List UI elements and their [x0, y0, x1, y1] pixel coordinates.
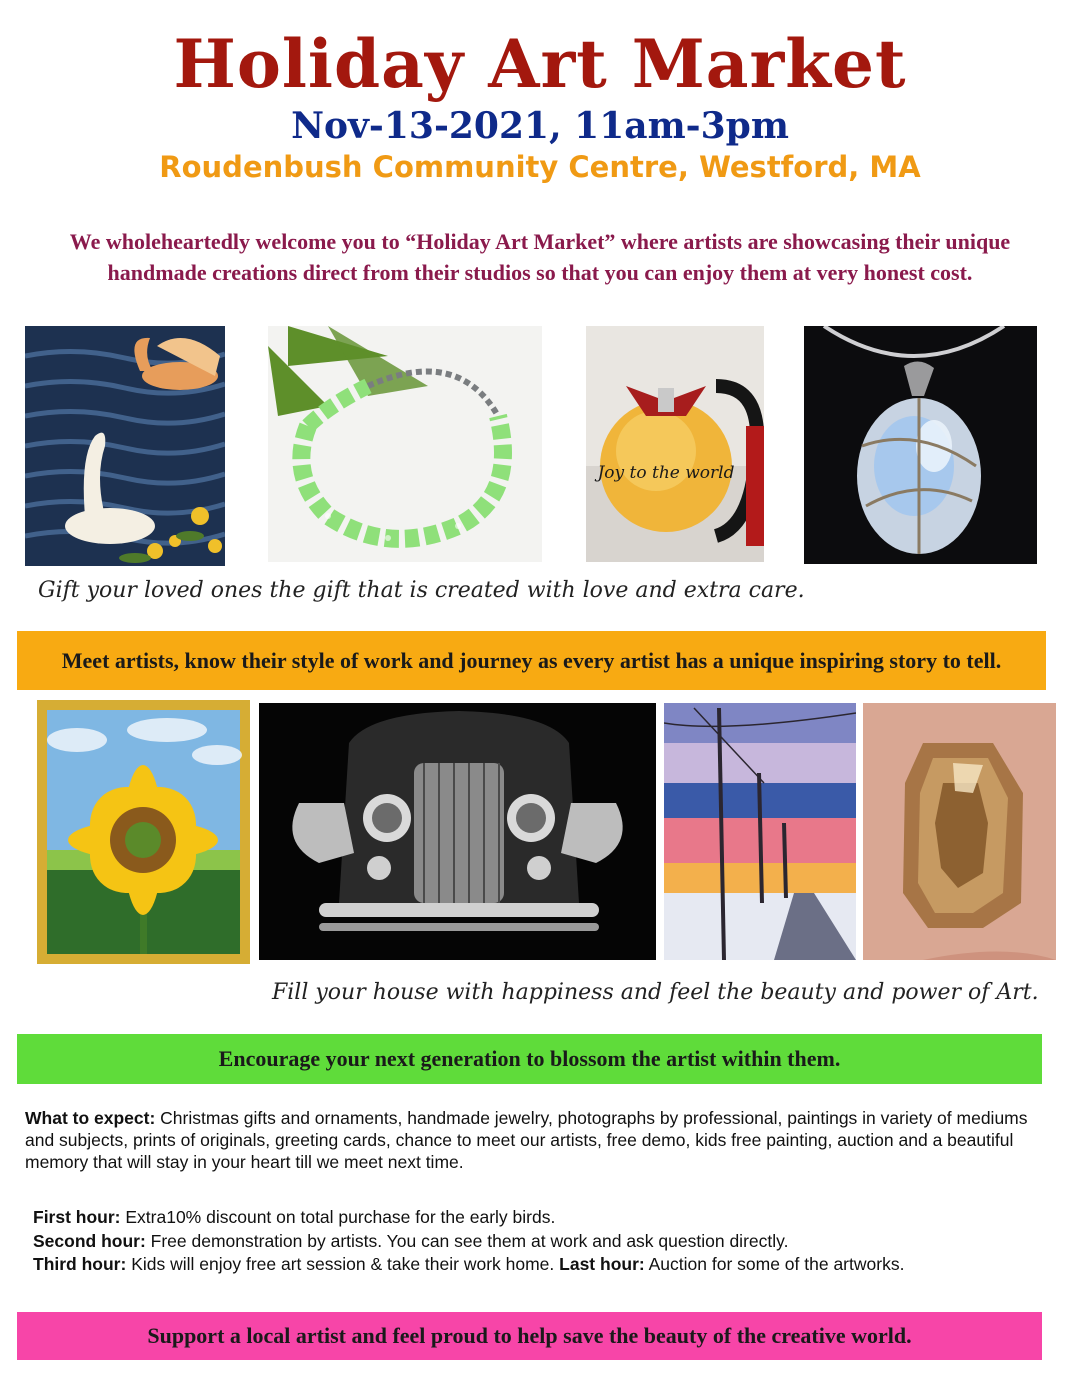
swan-painting-image	[25, 326, 225, 566]
second-hour-line	[33, 1230, 1043, 1254]
first-hour-text: Extra10% discount on total purchase for the early birds.	[125, 1207, 556, 1227]
crystal-gemstone-image	[863, 703, 1056, 960]
what-to-expect	[25, 1107, 1040, 1173]
joy-ornament-image	[586, 326, 764, 562]
page-title: Holiday Art Market	[173, 25, 907, 103]
moonstone-pendant-image	[804, 326, 1037, 564]
welcome-text	[30, 226, 1050, 288]
event-date: Nov-13-2021, 11am-3pm	[291, 105, 789, 147]
welcome-line-1: We wholeheartedly welcome you to “Holiday Art Market” where artists are showcasing their unique	[69, 229, 1011, 254]
encourage-banner: Encourage your next generation to blossom the artist within them.	[17, 1034, 1042, 1084]
second-hour-text: Free demonstration by artists. You can see them at work and ask question directly.	[150, 1230, 789, 1251]
third-hour-label: Third hour:	[33, 1254, 127, 1274]
what-to-expect-text: Christmas gifts and ornaments, handmade jewelry, photographs by professional, paintings in variety of mediums and subjects, prints of originals, greeting cards, chance to meet our artists, free demo, kids free painting, auction and a beautiful memory that will stay in your heart till we meet next time.	[25, 1108, 1028, 1172]
sunflower-painting-image	[37, 700, 250, 964]
vintage-car-photo-image	[259, 703, 656, 960]
last-hour-label: Last hour:	[559, 1254, 645, 1274]
third-hour-text: Kids will enjoy free art session & take their work home.	[131, 1254, 555, 1274]
sunset-road-painting-image	[664, 703, 856, 960]
last-hour-text: Auction for some of the artworks.	[648, 1254, 905, 1274]
ornament-text: Joy to the world	[597, 463, 735, 483]
second-hour-label: Second hour:	[33, 1230, 146, 1251]
meet-artists-banner: Meet artists, know their style of work and journey as every artist has a unique inspiring story to tell.	[17, 631, 1046, 690]
schedule	[33, 1206, 1043, 1277]
welcome-line-2: handmade creations direct from their studios so that you can enjoy them at very honest cost.	[107, 260, 973, 285]
what-to-expect-label: What to expect:	[25, 1108, 156, 1128]
first-hour-line	[33, 1206, 1043, 1230]
green-necklace-image	[268, 326, 542, 562]
support-banner: Support a local artist and feel proud to help save the beauty of the creative world.	[17, 1312, 1042, 1360]
event-venue: Roudenbush Community Centre, Westford, MA	[159, 150, 921, 184]
house-tagline: Fill your house with happiness and feel the beauty and power of Art.	[272, 980, 1039, 1005]
gift-tagline: Gift your loved ones the gift that is created with love and extra care.	[38, 578, 805, 603]
third-hour-line	[33, 1253, 1043, 1277]
first-hour-label: First hour:	[33, 1207, 121, 1227]
